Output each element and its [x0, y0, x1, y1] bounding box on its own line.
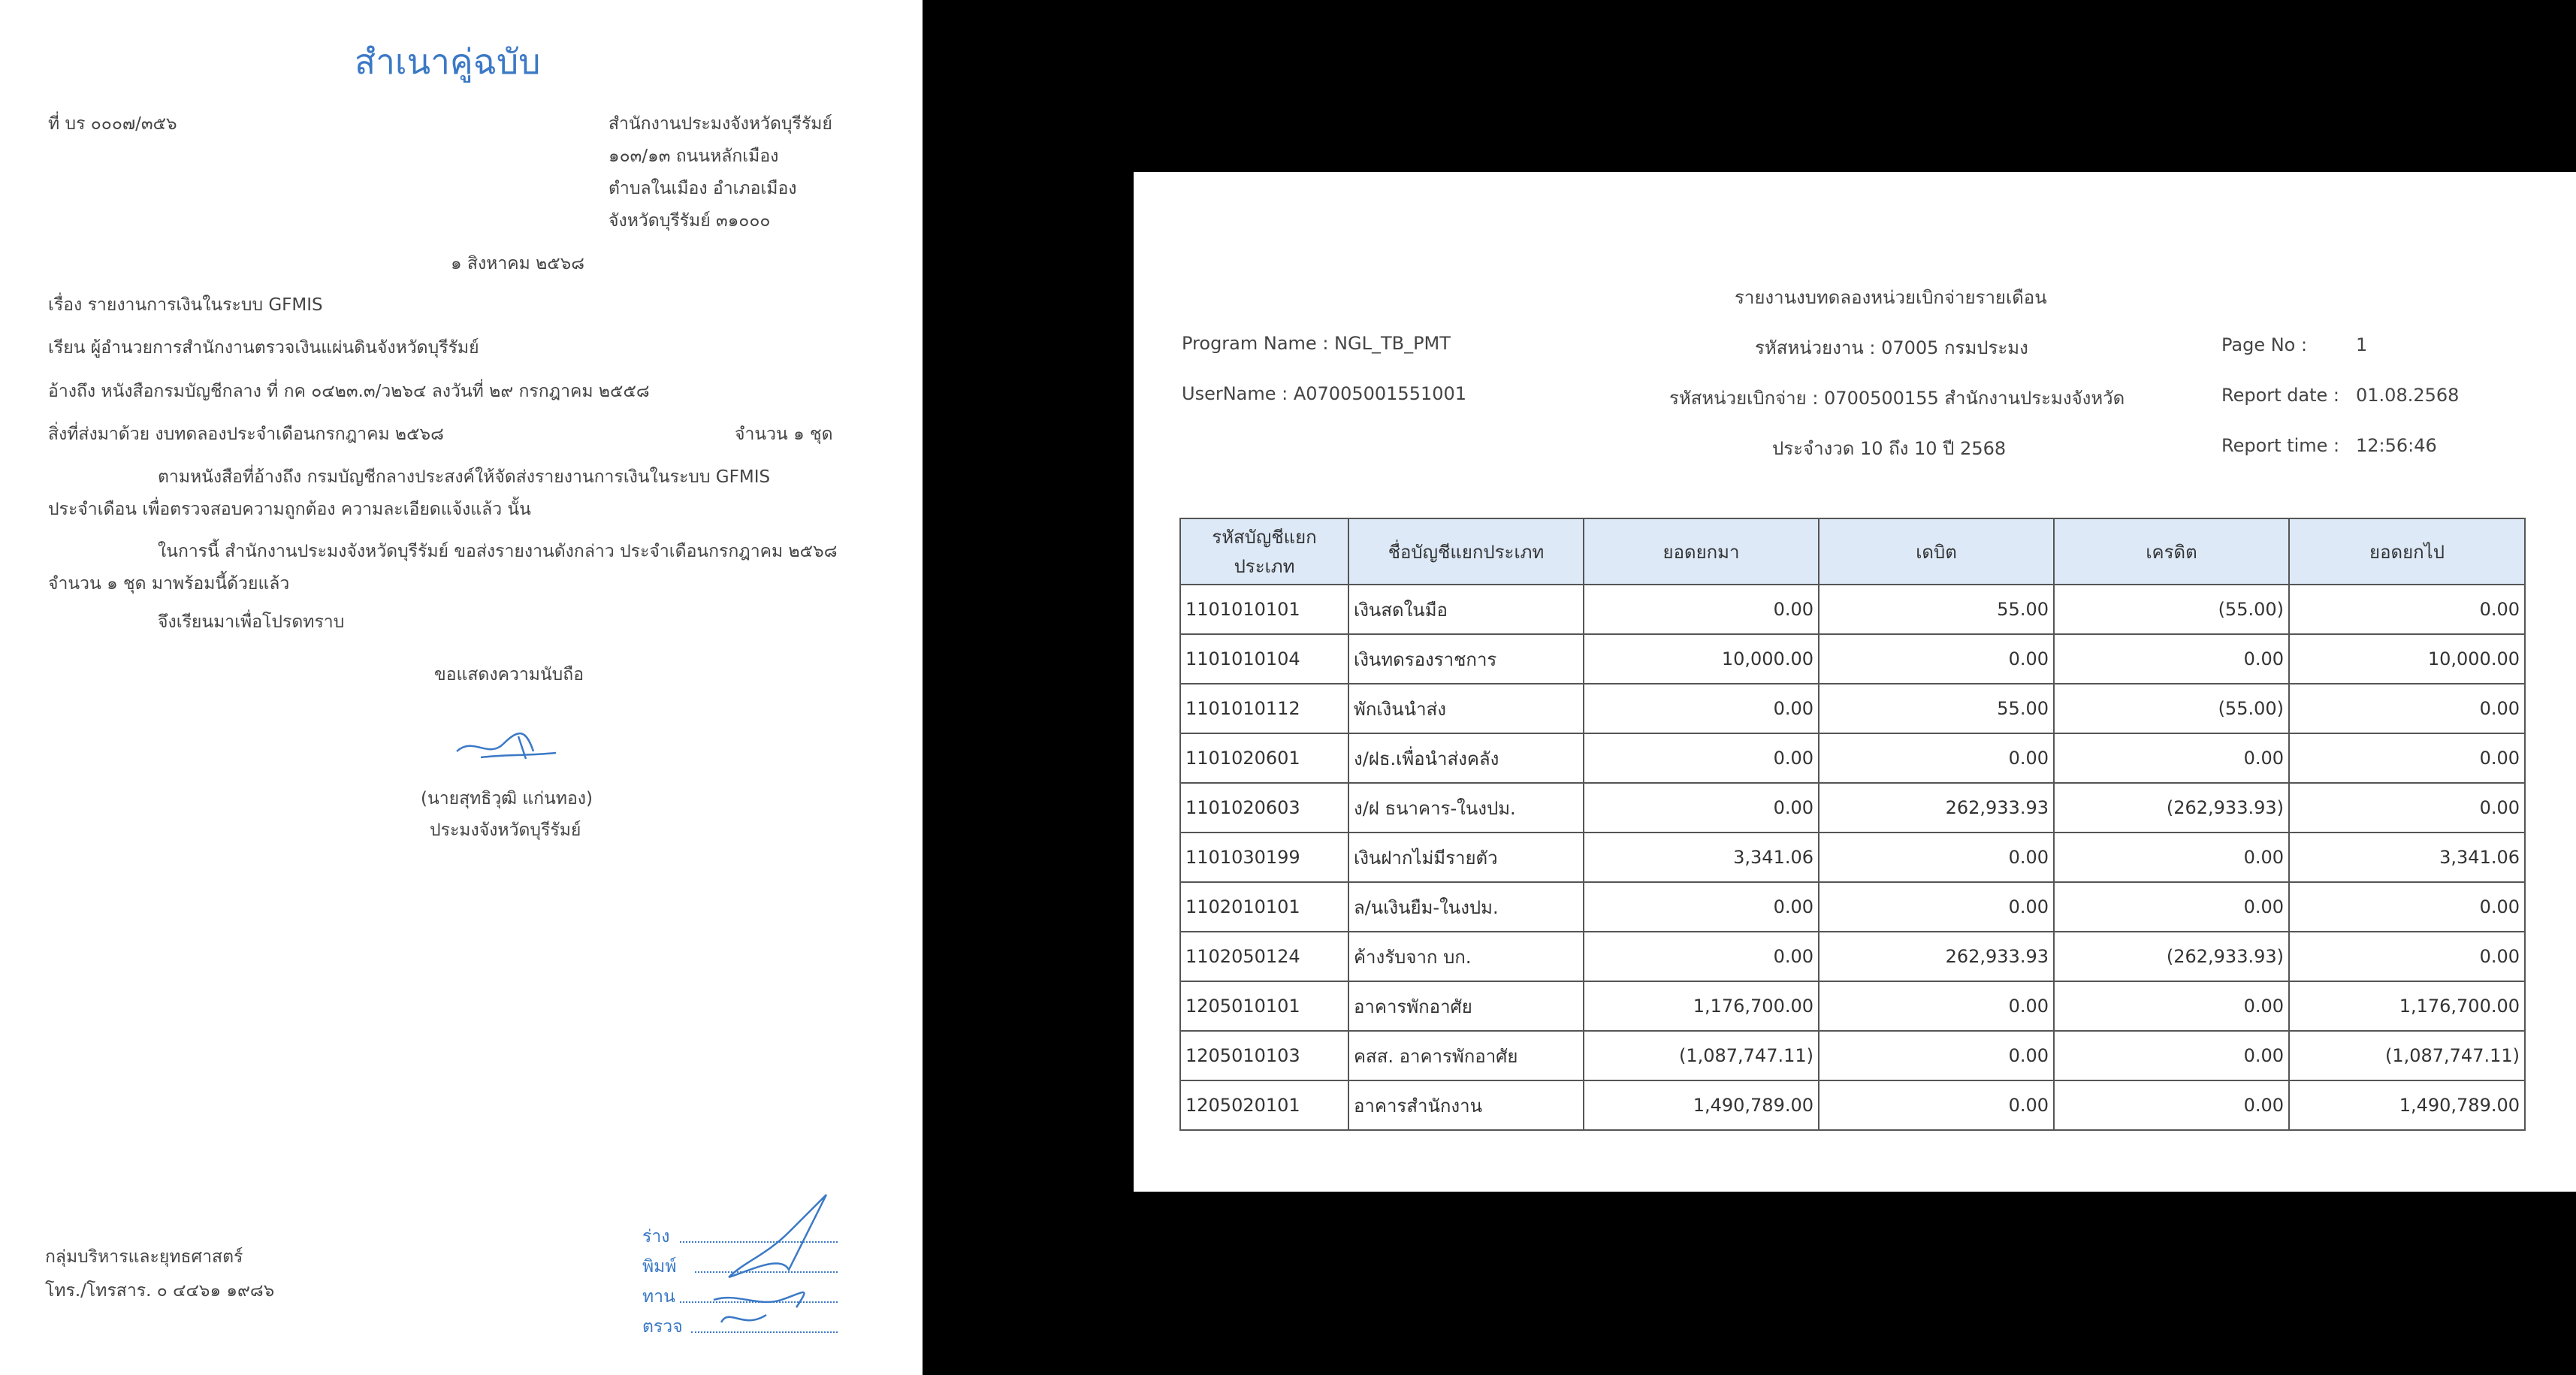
account-name-cell: ล/นเงินยืม-ในงปม.	[1348, 882, 1584, 932]
credit-cell: (262,933.93)	[2054, 932, 2289, 981]
address-line: สำนักงานประมงจังหวัดบุรีรัมย์	[609, 114, 832, 134]
account-name-cell: คสส. อาคารพักอาศัย	[1348, 1031, 1584, 1080]
report-title: รายงานงบทดลองหน่วยเบิกจ่ายรายเดือน	[1735, 287, 2047, 308]
body-paragraph-2: ในการนี้ สำนักงานประมงจังหวัดบุรีรัมย์ ขอส่งรายงานดังกล่าว ประจำเดือนกรกฎาคม ๒๕๖๘	[158, 542, 838, 561]
table-row	[1180, 733, 2525, 783]
account-code-cell: 1101010104	[1180, 634, 1348, 684]
closing-balance-cell: 0.00	[2289, 932, 2525, 981]
initial-draft-label: ร่าง	[642, 1227, 670, 1247]
debit-cell: 262,933.93	[1819, 932, 2054, 981]
program-name: Program Name : NGL_TB_PMT	[1182, 333, 1451, 354]
account-code-cell: 1101020603	[1180, 783, 1348, 833]
credit-cell: (262,933.93)	[2054, 783, 2289, 833]
table-row	[1180, 981, 2525, 1031]
account-code-cell: 1101010101	[1180, 585, 1348, 634]
report-time-value: 12:56:46	[2356, 435, 2437, 456]
closing-balance-cell: 3,341.06	[2289, 833, 2525, 882]
complimentary-close: ขอแสดงความนับถือ	[434, 665, 584, 684]
subject-line: เรื่อง รายงานการเงินในระบบ GFMIS	[48, 295, 323, 315]
trial-balance-report	[1134, 172, 2576, 1192]
account-name-cell: เงินทดรองราชการ	[1348, 634, 1584, 684]
column-header: รหัสบัญชีแยกประเภท	[1180, 518, 1348, 585]
cover-letter	[0, 0, 923, 1375]
debit-cell: 0.00	[1819, 981, 2054, 1031]
table-header-row	[1180, 518, 2525, 585]
signature-image	[451, 721, 563, 766]
credit-cell: 0.00	[2054, 1080, 2289, 1130]
closing-balance-cell: 0.00	[2289, 733, 2525, 783]
account-code-cell: 1101010112	[1180, 684, 1348, 733]
column-header: ชื่อบัญชีแยกประเภท	[1348, 518, 1584, 585]
report-date-label: Report date :	[2221, 385, 2340, 406]
account-name-cell: เงินฝากไม่มีรายตัว	[1348, 833, 1584, 882]
debit-cell: 55.00	[1819, 585, 2054, 634]
reference-line: อ้างถึง หนังสือกรมบัญชีกลาง ที่ กค ๐๔๒๓.๓/ว๒๖๔ ลงวันที่ ๒๙ กรกฎาคม ๒๕๕๘	[48, 382, 650, 401]
report-period: ประจำงวด 10 ถึง 10 ปี 2568	[1772, 438, 2007, 459]
account-name-cell: อาคารสำนักงาน	[1348, 1080, 1584, 1130]
body-paragraph-2-cont: จำนวน ๑ ชุด มาพร้อมนี้ด้วยแล้ว	[48, 574, 290, 594]
table-row	[1180, 932, 2525, 981]
credit-cell: 0.00	[2054, 1031, 2289, 1080]
debit-cell: 262,933.93	[1819, 783, 2054, 833]
table-row	[1180, 585, 2525, 634]
initial-signatures	[699, 1187, 849, 1337]
agency-code: รหัสหน่วยงาน : 07005 กรมประมง	[1755, 337, 2028, 358]
account-code-cell: 1205010103	[1180, 1031, 1348, 1080]
opening-balance-cell: 0.00	[1584, 585, 1819, 634]
opening-balance-cell: 10,000.00	[1584, 634, 1819, 684]
closing-balance-cell: 0.00	[2289, 684, 2525, 733]
report-time-label: Report time :	[2221, 435, 2340, 456]
opening-balance-cell: 1,176,700.00	[1584, 981, 1819, 1031]
credit-cell: 0.00	[2054, 981, 2289, 1031]
account-name-cell: อาคารพักอาศัย	[1348, 981, 1584, 1031]
account-name-cell: พักเงินนำส่ง	[1348, 684, 1584, 733]
opening-balance-cell: 0.00	[1584, 932, 1819, 981]
debit-cell: 55.00	[1819, 684, 2054, 733]
debit-cell: 0.00	[1819, 1080, 2054, 1130]
account-code-cell: 1102010101	[1180, 882, 1348, 932]
credit-cell: (55.00)	[2054, 585, 2289, 634]
page-no-value: 1	[2356, 334, 2368, 355]
credit-cell: 0.00	[2054, 733, 2289, 783]
closing-balance-cell: 1,490,789.00	[2289, 1080, 2525, 1130]
account-name-cell: ง/ฝ ธนาคาร-ในงปม.	[1348, 783, 1584, 833]
body-paragraph-1: ตามหนังสือที่อ้างถึง กรมบัญชีกลางประสงค์ให้จัดส่งรายงานการเงินในระบบ GFMIS	[158, 467, 771, 487]
opening-balance-cell: 3,341.06	[1584, 833, 1819, 882]
copy-stamp: สำเนาคู่ฉบับ	[355, 41, 541, 82]
opening-balance-cell: (1,087,747.11)	[1584, 1031, 1819, 1080]
page-no-label: Page No :	[2221, 334, 2308, 355]
account-code-cell: 1102050124	[1180, 932, 1348, 981]
addressee-line: เรียน ผู้อำนวยการสำนักงานตรวจเงินแผ่นดินจังหวัดบุรีรัมย์	[48, 338, 479, 358]
debit-cell: 0.00	[1819, 1031, 2054, 1080]
opening-balance-cell: 0.00	[1584, 684, 1819, 733]
closing-balance-cell: 0.00	[2289, 882, 2525, 932]
account-name-cell: ค้างรับจาก บก.	[1348, 932, 1584, 981]
account-name-cell: เงินสดในมือ	[1348, 585, 1584, 634]
initial-check-label: ตรวจ	[642, 1317, 683, 1337]
letter-date: ๑ สิงหาคม ๒๕๖๘	[451, 254, 585, 273]
department-name: กลุ่มบริหารและยุทธศาสตร์	[45, 1247, 243, 1267]
table-row	[1180, 882, 2525, 932]
signer-title: ประมงจังหวัดบุรีรัมย์	[430, 820, 581, 840]
signer-name: (นายสุทธิวุฒิ แก่นทอง)	[421, 789, 593, 808]
initial-typed-label: พิมพ์	[642, 1257, 677, 1277]
account-code-cell: 1205020101	[1180, 1080, 1348, 1130]
column-header: เดบิต	[1819, 518, 2054, 585]
table-row	[1180, 1031, 2525, 1080]
column-header: เครดิต	[2054, 518, 2289, 585]
opening-balance-cell: 1,490,789.00	[1584, 1080, 1819, 1130]
closing-balance-cell: 0.00	[2289, 783, 2525, 833]
trial-balance-table	[1179, 518, 2526, 1131]
closing-request: จึงเรียนมาเพื่อโปรดทราบ	[158, 612, 345, 632]
initial-review-label: ทาน	[642, 1287, 675, 1307]
closing-balance-cell: 0.00	[2289, 585, 2525, 634]
report-date-value: 01.08.2568	[2356, 385, 2460, 406]
closing-balance-cell: 10,000.00	[2289, 634, 2525, 684]
body-paragraph-1-cont: ประจำเดือน เพื่อตรวจสอบความถูกต้อง ความละเอียดแจ้งแล้ว นั้น	[48, 500, 531, 519]
debit-cell: 0.00	[1819, 882, 2054, 932]
debit-cell: 0.00	[1819, 634, 2054, 684]
opening-balance-cell: 0.00	[1584, 882, 1819, 932]
table-row	[1180, 634, 2525, 684]
address-line: ๑๐๓/๑๓ ถนนหลักเมือง	[609, 147, 779, 166]
column-header: ยอดยกไป	[2289, 518, 2525, 585]
enclosure-line: สิ่งที่ส่งมาด้วย งบทดลองประจำเดือนกรกฎาคม ๒๕๖๘	[48, 425, 444, 444]
address-line: จังหวัดบุรีรัมย์ ๓๑๐๐๐	[609, 211, 771, 231]
credit-cell: 0.00	[2054, 634, 2289, 684]
table-row	[1180, 1080, 2525, 1130]
debit-cell: 0.00	[1819, 833, 2054, 882]
opening-balance-cell: 0.00	[1584, 783, 1819, 833]
disbursing-unit-code: รหัสหน่วยเบิกจ่าย : 0700500155 สำนักงานประมงจังหวัด	[1669, 388, 2125, 409]
debit-cell: 0.00	[1819, 733, 2054, 783]
credit-cell: (55.00)	[2054, 684, 2289, 733]
credit-cell: 0.00	[2054, 833, 2289, 882]
phone-fax: โทร./โทรสาร. ๐ ๔๔๖๑ ๑๙๘๖	[45, 1281, 275, 1301]
address-line: ตำบลในเมือง อำเภอเมือง	[609, 179, 797, 198]
account-name-cell: ง/ฝธ.เพื่อนำส่งคลัง	[1348, 733, 1584, 783]
table-row	[1180, 783, 2525, 833]
reference-number: ที่ บร ๐๐๐๗/๓๕๖	[48, 114, 177, 134]
enclosure-quantity: จำนวน ๑ ชุด	[735, 425, 833, 444]
account-code-cell: 1205010101	[1180, 981, 1348, 1031]
table-row	[1180, 684, 2525, 733]
table-row	[1180, 833, 2525, 882]
opening-balance-cell: 0.00	[1584, 733, 1819, 783]
user-name: UserName : A07005001551001	[1182, 383, 1467, 404]
closing-balance-cell: 1,176,700.00	[2289, 981, 2525, 1031]
closing-balance-cell: (1,087,747.11)	[2289, 1031, 2525, 1080]
column-header: ยอดยกมา	[1584, 518, 1819, 585]
account-code-cell: 1101030199	[1180, 833, 1348, 882]
account-code-cell: 1101020601	[1180, 733, 1348, 783]
credit-cell: 0.00	[2054, 882, 2289, 932]
